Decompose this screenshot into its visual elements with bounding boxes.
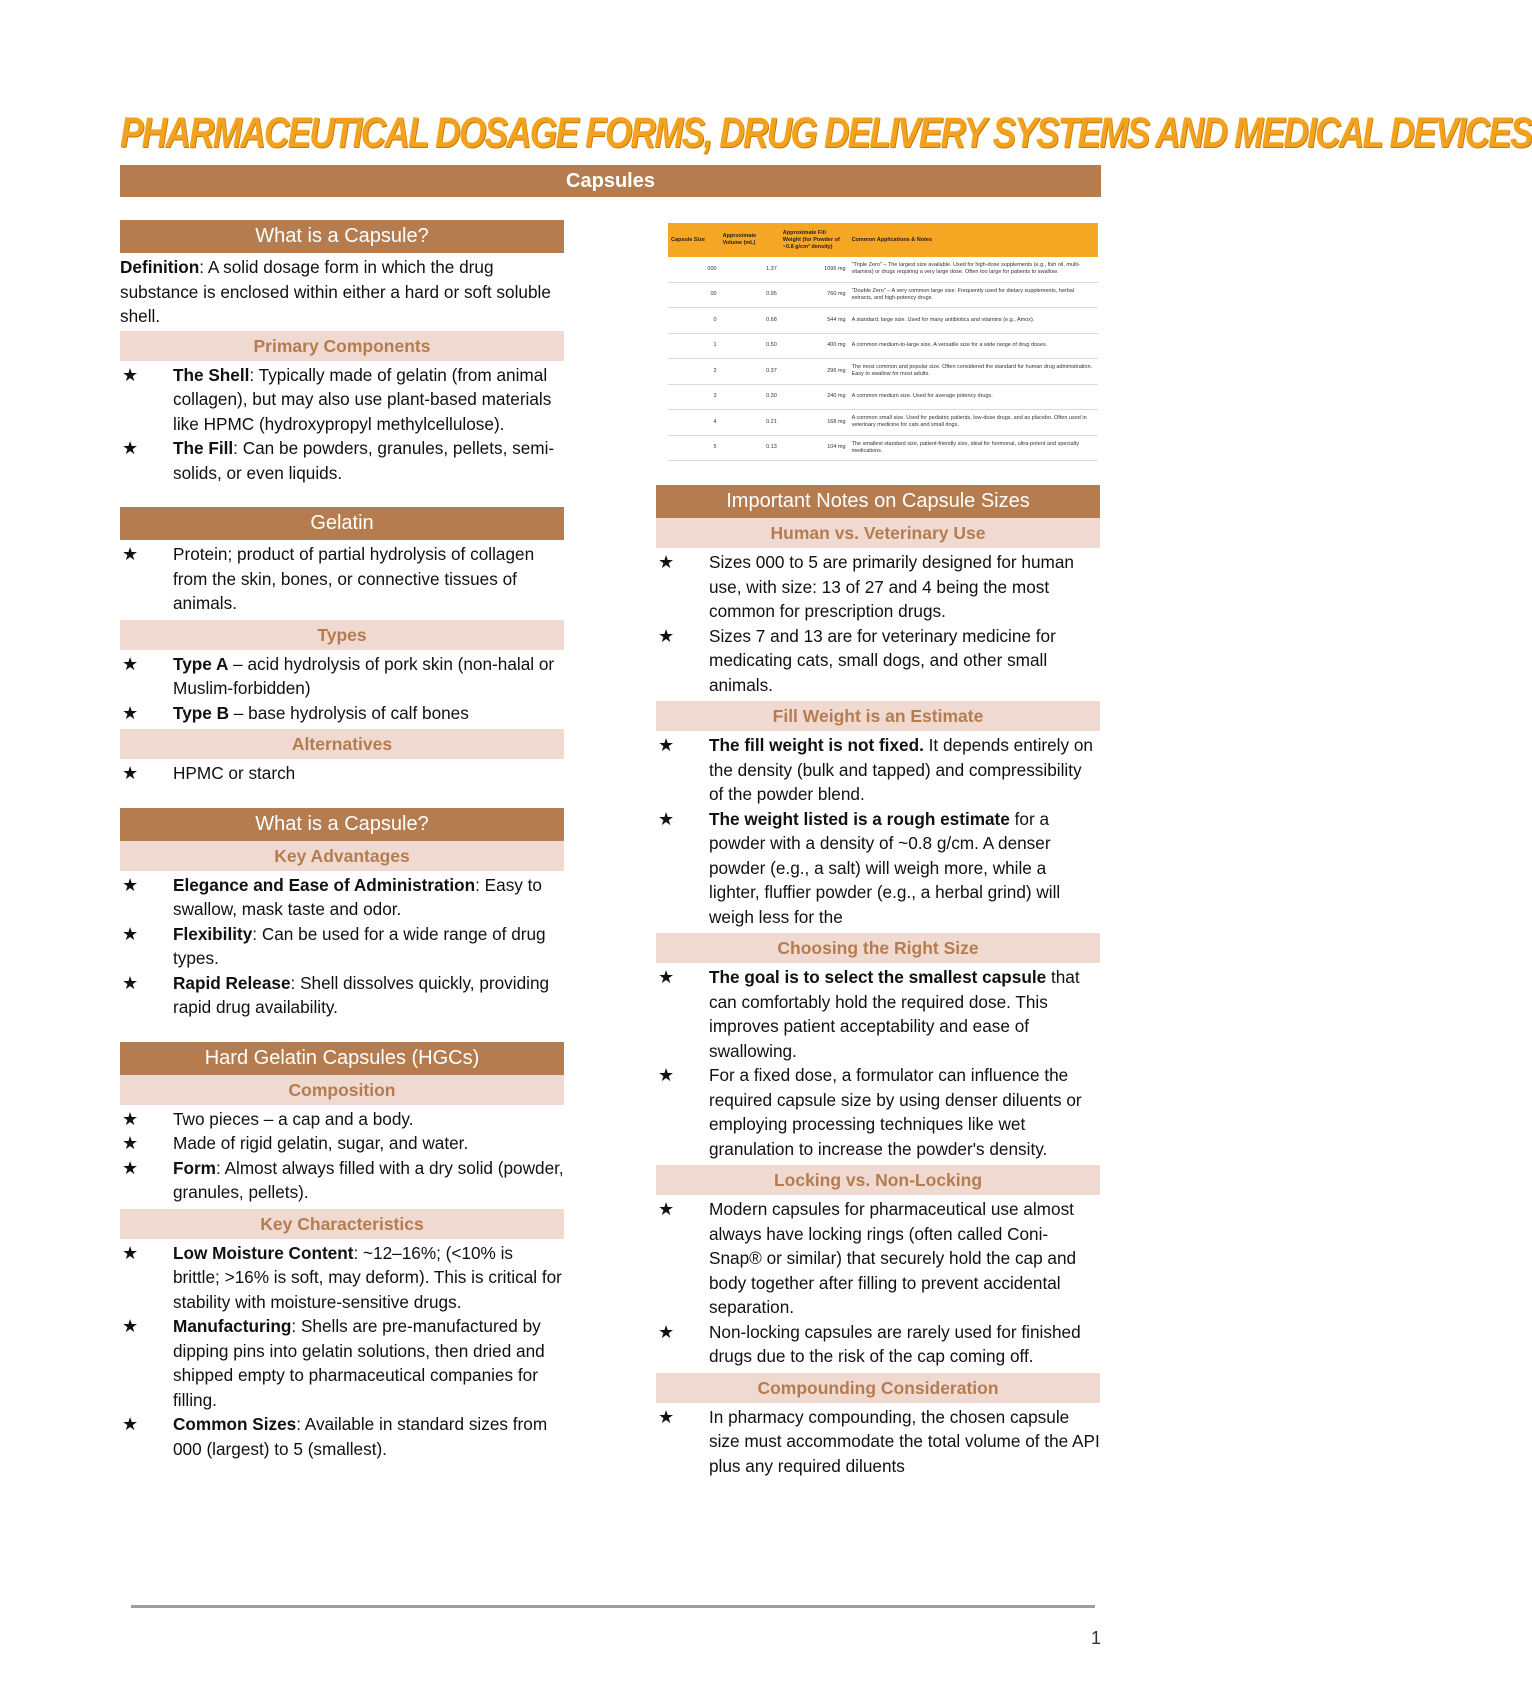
item-emphasis: Elegance and Ease of Administration [173, 874, 476, 895]
document-title: PHARMACEUTICAL DOSAGE FORMS, DRUG DELIVERY SYSTEMS AND MEDICAL DEVICES [120, 109, 1532, 157]
star-bullet-icon: ★ [122, 653, 139, 674]
capsule-size-table-image [668, 223, 1098, 478]
table-row [668, 282, 1098, 308]
item-emphasis: The fill weight is not fixed. [709, 735, 924, 755]
list-item [120, 1314, 564, 1412]
star-bullet-icon: ★ [658, 552, 675, 572]
section-block [120, 507, 564, 786]
subsection-heading: Types [120, 620, 564, 650]
table-row [668, 333, 1098, 359]
section-heading: Important Notes on Capsule Sizes [656, 485, 1100, 518]
star-bullet-icon: ★ [122, 923, 139, 944]
table-cell: The smallest standard size, patient-friendly size, ideal for hormonal, ultra-potent and specialty medications. [849, 435, 1098, 461]
item-text: : Shells are pre-manufactured by dipping pins into gelatin solutions, then dried and shipped empty to pharmaceutical companies for filling. [173, 1316, 545, 1410]
item-text: : Can be powders, granules, pellets, semi-solids, or even liquids. [173, 438, 555, 483]
item-text: : Easy to swallow, mask taste and odor. [173, 874, 542, 919]
list-item [120, 971, 564, 1020]
item-emphasis: The goal is to select the smallest capsule [709, 967, 1047, 987]
list-item [656, 1405, 1100, 1479]
bullet-list [120, 542, 564, 616]
section-block [656, 485, 1100, 1478]
table-cell: 0.30 [720, 384, 780, 410]
star-bullet-icon: ★ [122, 1133, 139, 1153]
capsule-size-table [668, 223, 1098, 461]
list-item [656, 733, 1100, 807]
star-bullet-icon: ★ [658, 1199, 675, 1219]
table-cell: 1 [668, 333, 720, 359]
table-cell: "Double Zero" – A very common large size. Frequently used for dietary supplements, herbal extracts, and high-potency drugs. [849, 282, 1098, 308]
item-emphasis: Flexibility [173, 923, 253, 944]
table-cell: 0.50 [720, 333, 780, 359]
item-text: : ~12–16%; (<10% is brittle; >16% is soft, may deform). This is critical for stability with moisture-sensitive drugs. [173, 1242, 562, 1312]
table-cell: 00 [668, 282, 720, 308]
subsection-heading: Fill Weight is an Estimate [656, 701, 1100, 731]
item-emphasis: Manufacturing [173, 1316, 292, 1336]
item-text: Sizes 7 and 13 are for veterinary medicine for medicating cats, small dogs, and other small animals. [709, 625, 1056, 695]
bullet-list [120, 363, 564, 486]
list-item [120, 542, 564, 616]
item-emphasis: Type A [173, 653, 229, 674]
definition-label: Definition [120, 257, 200, 277]
table-row [668, 257, 1098, 282]
table-cell: 168 mg [780, 410, 849, 436]
subsection-heading: Primary Components [120, 331, 564, 361]
star-bullet-icon: ★ [658, 967, 675, 987]
item-text: : Available in standard sizes from 000 (largest) to 5 (smallest). [173, 1414, 548, 1459]
star-bullet-icon: ★ [658, 625, 675, 646]
item-text: For a fixed dose, a formulator can influence the required capsule size by using denser diluents or employing processing techniques like wet granulation to increase the powder's density. [709, 1065, 1082, 1159]
table-cell: 240 mg [780, 384, 849, 410]
star-bullet-icon: ★ [658, 735, 675, 755]
bullet-list [656, 1197, 1100, 1369]
star-bullet-icon: ★ [122, 1108, 139, 1129]
footer-divider [131, 1605, 1095, 1608]
list-item [120, 873, 564, 922]
list-item [120, 1107, 564, 1132]
section-heading: What is a Capsule? [120, 808, 564, 841]
item-emphasis: The Shell [173, 364, 250, 385]
list-item [120, 761, 564, 786]
table-cell: 760 mg [780, 282, 849, 308]
item-text: In pharmacy compounding, the chosen capsule size must accommodate the total volume of the API plus any required diluents [709, 1406, 1100, 1476]
list-item [120, 436, 564, 485]
bullet-list [120, 873, 564, 1020]
definition-text [120, 253, 564, 331]
star-bullet-icon: ★ [122, 364, 139, 385]
table-cell: A standard, large size. Used for many antibiotics and vitamins (e.g., Amox). [849, 308, 1098, 334]
item-text: : Typically made of gelatin (from animal collagen), but may also use plant-based materials like HPMC (hydroxypropyl methylcellulose). [173, 364, 552, 434]
bullet-list [120, 1107, 564, 1205]
list-item [656, 550, 1100, 624]
table-cell: A common medium size. Used for average potency drugs. [849, 384, 1098, 410]
table-row [668, 410, 1098, 436]
item-text: for a powder with a density of ~0.8 g/cm. A denser powder (e.g., a salt) will weigh more, while a lighter, fluffier powder (e.g., a herbal grind) will weigh less for the [709, 808, 1061, 927]
item-text: Sizes 000 to 5 are primarily designed for human use, with size: 13 of 27 and 4 being the most common for prescription drugs. [709, 552, 1074, 621]
table-cell: 0.37 [720, 359, 780, 385]
bullet-list [120, 1241, 564, 1462]
section-block [120, 808, 564, 1020]
table-row [668, 308, 1098, 334]
table-cell: 296 mg [780, 359, 849, 385]
table-cell: "Triple Zero" – The largest size available. Used for high-dose supplements (e.g., fish oil, multi-vitamins) or drugs requiring a very large dose. Often too large for patients to swallow. [849, 257, 1098, 282]
item-text: Made of rigid gelatin, sugar, and water. [173, 1133, 469, 1153]
page-number: 1 [1091, 1628, 1102, 1648]
bullet-list [656, 733, 1100, 929]
star-bullet-icon: ★ [122, 544, 139, 564]
subsection-heading: Alternatives [120, 729, 564, 759]
star-bullet-icon: ★ [122, 1242, 139, 1263]
item-emphasis: Low Moisture Content [173, 1242, 354, 1263]
subsection-heading: Compounding Consideration [656, 1373, 1100, 1403]
table-cell: A common small size. Used for pediatric patients, low-dose drugs, and as placebo. Often used in veterinary medicine for cats and small dogs. [849, 410, 1098, 436]
table-row [668, 384, 1098, 410]
star-bullet-icon: ★ [658, 1406, 675, 1427]
section-heading: Gelatin [120, 507, 564, 540]
item-emphasis: Common Sizes [173, 1414, 297, 1434]
list-item [120, 363, 564, 437]
list-item [120, 1412, 564, 1461]
item-text: – base hydrolysis of calf bones [229, 702, 469, 723]
list-item [120, 1131, 564, 1156]
star-bullet-icon: ★ [122, 702, 139, 723]
list-item [120, 922, 564, 971]
item-text: : Shell dissolves quickly, providing rapid drug availability. [173, 972, 550, 1017]
list-item [656, 624, 1100, 698]
table-cell: 0 [668, 308, 720, 334]
star-bullet-icon: ★ [122, 1316, 139, 1336]
item-emphasis: The weight listed is a rough estimate [709, 808, 1010, 829]
list-item [120, 652, 564, 701]
right-column [656, 485, 1100, 1500]
item-emphasis: Form [173, 1157, 216, 1178]
left-column [120, 220, 564, 1483]
item-text: Non-locking capsules are rarely used for finished drugs due to the risk of the cap coming off. [709, 1321, 1081, 1366]
table-cell: 4 [668, 410, 720, 436]
table-header-cell: Common Applications & Notes [849, 223, 1098, 257]
list-item [656, 1197, 1100, 1320]
item-text: HPMC or starch [173, 763, 296, 783]
table-cell: 0.95 [720, 282, 780, 308]
section-heading: What is a Capsule? [120, 220, 564, 253]
star-bullet-icon: ★ [122, 438, 139, 458]
list-item [120, 1156, 564, 1205]
item-text: that can comfortably hold the required dose. This improves patient acceptability and ease of swallowing. [709, 967, 1080, 1061]
item-text: It depends entirely on the density (bulk and tapped) and compressibility of the powder blend. [709, 735, 1093, 804]
section-heading: Hard Gelatin Capsules (HGCs) [120, 1042, 564, 1075]
table-header-cell: Approximate Fill Weight (for Powder of ~0.8 g/cm³ density) [780, 223, 849, 257]
definition-body: : A solid dosage form in which the drug substance is enclosed within either a hard or soft soluble shell. [120, 257, 551, 326]
subsection-heading: Choosing the Right Size [656, 933, 1100, 963]
star-bullet-icon: ★ [122, 972, 139, 993]
table-cell: 3 [668, 384, 720, 410]
table-cell: 2 [668, 359, 720, 385]
table-cell: The most common and popular size. Often considered the standard for human drug administration. Easy to swallow for most adults. [849, 359, 1098, 385]
table-cell: 1096 mg [780, 257, 849, 282]
item-text: – acid hydrolysis of pork skin (non-halal or Muslim-forbidden) [173, 653, 555, 698]
table-cell: 104 mg [780, 435, 849, 461]
item-emphasis: Type B [173, 702, 230, 723]
item-text: Protein; product of partial hydrolysis of collagen from the skin, bones, or connective tissues of animals. [173, 544, 535, 613]
table-row [668, 435, 1098, 461]
table-cell: 0.68 [720, 308, 780, 334]
section-block [120, 220, 564, 485]
star-bullet-icon: ★ [658, 1321, 675, 1342]
item-emphasis: The Fill [173, 438, 234, 458]
item-text: : Can be used for a wide range of drug types. [173, 923, 546, 968]
star-bullet-icon: ★ [658, 808, 675, 829]
subsection-heading: Composition [120, 1075, 564, 1105]
star-bullet-icon: ★ [658, 1065, 675, 1085]
subsection-heading: Human vs. Veterinary Use [656, 518, 1100, 548]
table-cell: 1.37 [720, 257, 780, 282]
star-bullet-icon: ★ [122, 1414, 139, 1434]
bullet-list [656, 1405, 1100, 1479]
list-item [656, 1320, 1100, 1369]
table-header-cell: Approximate Volume (mL) [720, 223, 780, 257]
list-item [120, 1241, 564, 1315]
table-cell: A common medium-to-large size. A versatile size for a wide range of drug doses. [849, 333, 1098, 359]
list-item [120, 701, 564, 726]
table-cell: 5 [668, 435, 720, 461]
subsection-heading: Locking vs. Non-Locking [656, 1165, 1100, 1195]
table-row [668, 359, 1098, 385]
item-text: : Almost always filled with a dry solid (powder, granules, pellets). [173, 1157, 564, 1202]
bullet-list [120, 761, 564, 786]
table-cell: 000 [668, 257, 720, 282]
bullet-list [120, 652, 564, 726]
section-block [120, 1042, 564, 1462]
item-text: Two pieces – a cap and a body. [173, 1108, 414, 1129]
list-item [656, 965, 1100, 1063]
list-item [656, 807, 1100, 930]
table-header-cell: Capsule Size [668, 223, 720, 257]
bullet-list [656, 550, 1100, 697]
subsection-heading: Key Advantages [120, 841, 564, 871]
table-cell: 544 mg [780, 308, 849, 334]
subsection-heading: Key Characteristics [120, 1209, 564, 1239]
list-item [656, 1063, 1100, 1161]
topic-banner: Capsules [120, 165, 1101, 197]
item-emphasis: Rapid Release [173, 972, 291, 993]
table-cell: 400 mg [780, 333, 849, 359]
table-cell: 0.13 [720, 435, 780, 461]
table-cell: 0.21 [720, 410, 780, 436]
star-bullet-icon: ★ [122, 874, 139, 895]
star-bullet-icon: ★ [122, 763, 139, 783]
bullet-list [656, 965, 1100, 1161]
star-bullet-icon: ★ [122, 1157, 139, 1178]
item-text: Modern capsules for pharmaceutical use almost always have locking rings (often called Coni-Snap® or similar) that securely hold the cap and body together after filling to prevent accidental separation. [709, 1199, 1077, 1317]
